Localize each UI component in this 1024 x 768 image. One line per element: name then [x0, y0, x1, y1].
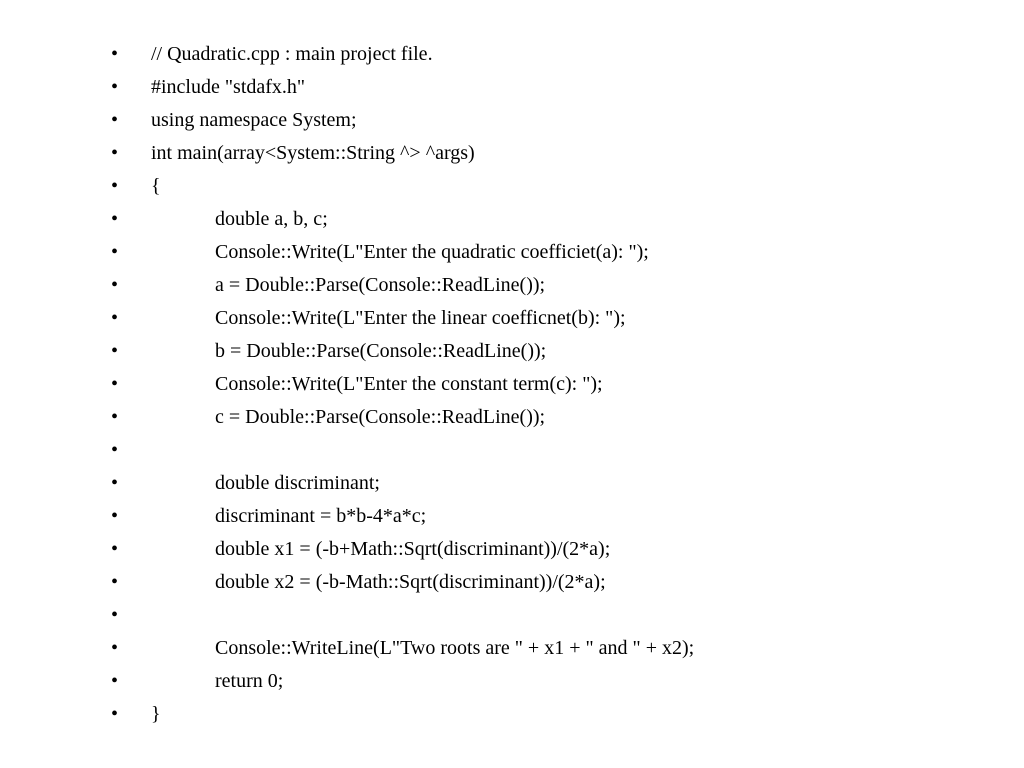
code-line-text: double x2 = (-b-Math::Sqrt(discriminant))/(2*a); — [215, 571, 606, 593]
code-line-text: double x1 = (-b+Math::Sqrt(discriminant))/(2*a); — [215, 538, 611, 560]
code-line-text: double discriminant; — [215, 472, 380, 494]
code-line-text: Console::WriteLine(L"Two roots are " + x1 + " and " + x2); — [215, 637, 695, 659]
code-line-text: discriminant = b*b-4*a*c; — [215, 505, 427, 527]
bullet-icon: • — [111, 109, 119, 131]
bullet-icon: • — [111, 538, 119, 560]
code-line-text: Console::Write(L"Enter the quadratic coefficiet(a): "); — [215, 241, 649, 263]
bullet-icon: • — [111, 274, 119, 296]
bullet-icon: • — [111, 505, 119, 527]
bullet-icon: • — [111, 571, 119, 593]
code-line-text: int main(array<System::String ^> ^args) — [151, 142, 475, 164]
bullet-icon: • — [111, 340, 119, 362]
bullet-icon: • — [111, 76, 119, 98]
bullet-icon: • — [111, 703, 119, 725]
bullet-icon: • — [111, 472, 119, 494]
code-line-text: #include "stdafx.h" — [151, 76, 306, 98]
bullet-icon: • — [111, 307, 119, 329]
bullet-icon: • — [111, 142, 119, 164]
bullet-icon: • — [111, 604, 119, 626]
bullet-icon: • — [111, 406, 119, 428]
bullet-icon: • — [111, 43, 119, 65]
code-line-text: { — [151, 175, 161, 197]
code-line-text: a = Double::Parse(Console::ReadLine()); — [215, 274, 546, 296]
code-line-text: return 0; — [215, 670, 284, 692]
bullet-icon: • — [111, 439, 119, 461]
code-line-text: } — [151, 703, 161, 725]
bullet-icon: • — [111, 373, 119, 395]
bullet-icon: • — [111, 175, 119, 197]
code-line-text: // Quadratic.cpp : main project file. — [151, 43, 433, 65]
bullet-icon: • — [111, 670, 119, 692]
code-line-text: Console::Write(L"Enter the constant term(c): "); — [215, 373, 603, 395]
bullet-icon: • — [111, 637, 119, 659]
code-line-text: using namespace System; — [151, 109, 357, 131]
bullet-icon: • — [111, 241, 119, 263]
code-line-text: b = Double::Parse(Console::ReadLine()); — [215, 340, 547, 362]
bullet-icon: • — [111, 208, 119, 230]
code-line-text: Console::Write(L"Enter the linear coefficnet(b): "); — [215, 307, 626, 329]
code-line-text: double a, b, c; — [215, 208, 328, 230]
code-line-text: c = Double::Parse(Console::ReadLine()); — [215, 406, 546, 428]
